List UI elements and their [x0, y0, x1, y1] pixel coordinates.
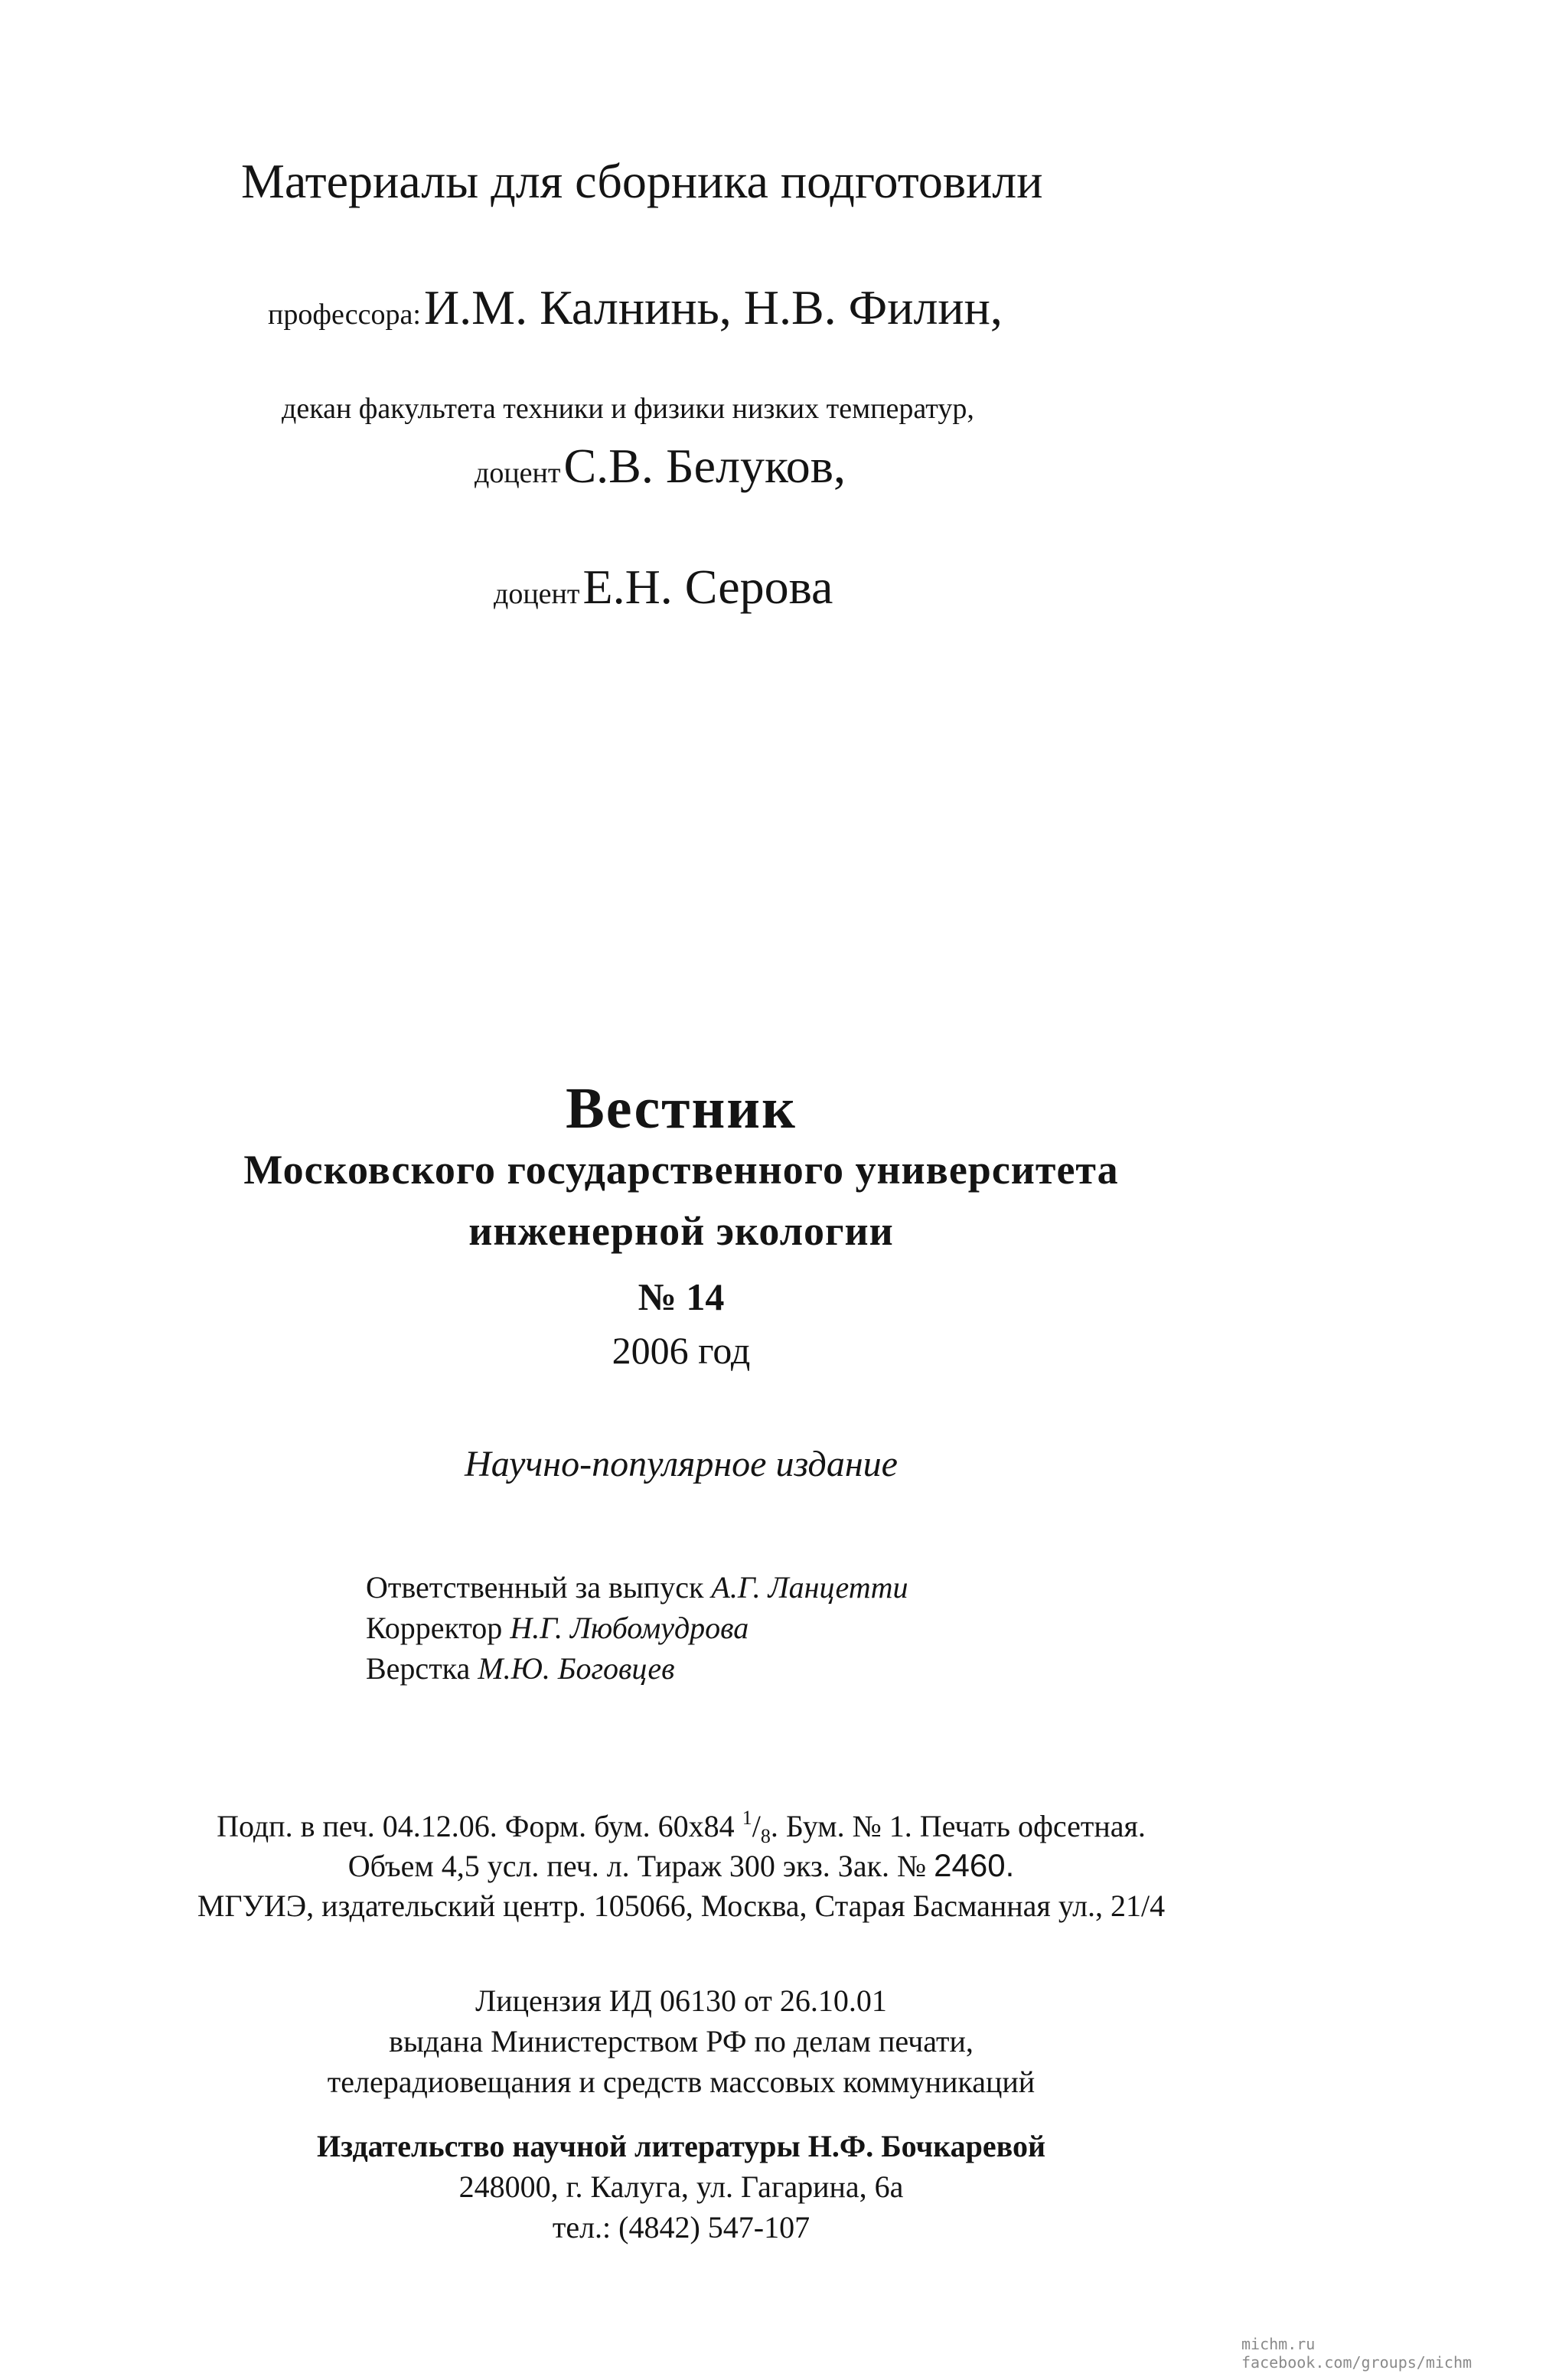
imprint-fraction-numerator: 1 [742, 1807, 752, 1829]
imprint-format: Подп. в печ. 04.12.06. Форм. бум. 60x84 [217, 1809, 735, 1843]
credits-docent-serova-name: Е.Н. Серова [582, 560, 833, 614]
publisher-name: Издательство научной литературы Н.Ф. Бочкаревой [316, 2129, 1045, 2163]
staff-row [366, 1650, 675, 1686]
license-line1: Лицензия ИД 06130 от 26.10.01 [475, 1983, 887, 2018]
credits-docent-prefix: доцент [494, 578, 580, 610]
imprint-line3: МГУИЭ, издательский центр. 105066, Москва, Старая Басманная ул., 21/4 [197, 1889, 1166, 1923]
publisher-phone: тел.: (4842) 547-107 [552, 2210, 811, 2245]
staff-name: М.Ю. Боговцев [478, 1651, 675, 1686]
credits-professors-names: И.М. Калнинь, Н.В. Филин, [423, 280, 1003, 335]
watermark-group: facebook.com/groups/michm [1241, 2353, 1473, 2372]
imprint-volume: Объем 4,5 усл. печ. л. Тираж 300 экз. Зак. № [347, 1849, 927, 1883]
staff-role: Ответственный за выпуск [366, 1570, 704, 1605]
staff-row [366, 1610, 749, 1646]
issue-year: 2006 год [612, 1329, 751, 1372]
imprint-order-number: 2460. [934, 1847, 1015, 1883]
journal-subtitle-line1: Московского государственного университета [243, 1147, 1119, 1193]
credits-dean-line: декан факультета техники и физики низких температур, [282, 393, 974, 425]
credits-heading: Материалы для сборника подготовили [241, 154, 1043, 208]
imprint-line2 [0, 1847, 1362, 1884]
imprint-paper: . Бум. № 1. Печать офсетная. [770, 1809, 1146, 1843]
credits-professors-prefix: профессора: [268, 299, 421, 331]
license-line3: телерадиовещания и средств массовых коммуникаций [327, 2065, 1036, 2099]
staff-name: А.Г. Ланцетти [711, 1570, 908, 1605]
staff-name: Н.Г. Любомудрова [510, 1611, 749, 1645]
journal-title: Вестник [566, 1076, 797, 1141]
issue-number: № 14 [638, 1275, 725, 1318]
credits-professors-line [268, 279, 1003, 336]
staff-role: Корректор [366, 1611, 503, 1645]
staff-row [366, 1569, 908, 1605]
license-line2: выдана Министерством РФ по делам печати, [389, 2024, 974, 2058]
imprint-line1 [0, 1807, 1362, 1848]
imprint-fraction-denominator: 8 [760, 1825, 771, 1847]
journal-subtitle-line2: инженерной экологии [468, 1208, 894, 1254]
publisher-address: 248000, г. Калуга, ул. Гагарина, 6а [458, 2169, 904, 2204]
imprint-fraction-separator: / [752, 1809, 761, 1843]
edition-type: Научно-популярное издание [465, 1444, 898, 1484]
staff-role: Верстка [366, 1651, 471, 1686]
watermark-site: michm.ru [1241, 2335, 1316, 2353]
credits-docent-prefix: доцент [475, 457, 561, 489]
credits-docent-serova-line [494, 559, 833, 615]
credits-docent-belukov-name: С.В. Белуков, [563, 439, 846, 493]
credits-docent-belukov-line [475, 438, 846, 495]
